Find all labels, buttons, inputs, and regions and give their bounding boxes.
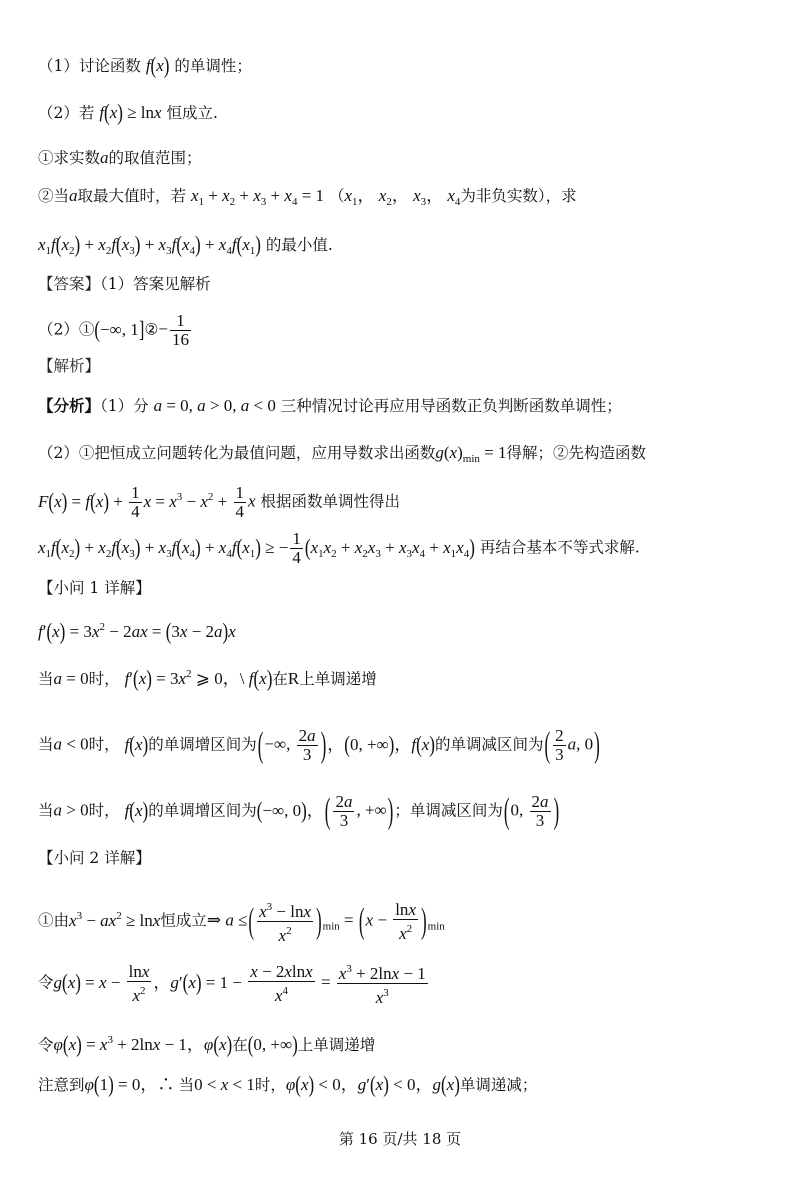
- part2-line-note: 注意到φ(1) = 0，∴ 当0 < x < 1时，φ(x) < 0，g′(x) < 0，g(x)单调递减；: [38, 1071, 538, 1098]
- part2-line-g: 令g(x) = x − $\frac{\ln x}{x^2}$ ，g′(x) = 1 − $\frac{x - 2xlnx}{x^4}$ = $\frac{x^3 + 2\ln x - 1}{x^3}$: [38, 961, 426, 1007]
- page-footer: 第 16 页/共 18 页: [338, 1130, 462, 1148]
- case-a-zero: 当a = 0时， $f'(x) = 3x^2$ ⩾ 0，\ f(x)在R上单调递增: [38, 665, 377, 692]
- analysis-line-1: 【分析】（1）分 a = 0, a > 0, a < 0 三种情况讨论再应用导函数正负判断函数单调性；: [38, 396, 622, 415]
- part2-line-1: ①由$x^3 - ax^2 \ge \ln x$恒成立⇒ a ≤( $\frac{x^3 - \ln x}{x^2}$ )$_{min} = (x$ − $\frac{\ln x}{x^2}$ )$_{min}$: [38, 899, 445, 945]
- part2-line-phi: 令$\varphi(x) = x^3 + 2\ln x - 1$，φ(x)在(0, +∞)上单调递增: [38, 1031, 376, 1058]
- analysis-line-3: F(x) = f(x) + $\frac{1}{4}$ $x = x^3 - x^2$ + $\frac{1}{4}$ x 根据函数单调性得出: [38, 483, 401, 521]
- math-fx: f(x): [145, 52, 170, 79]
- subquestion-2-line2: $x_1f(x_2) + x_2f(x_3) + x_3f(x_4) + x_4f(x_1)$ 的最小值.: [38, 231, 333, 258]
- math-fx-ge-lnx: f(x) ≥ lnx: [99, 99, 162, 126]
- answer-line-1: 【答案】（1）答案见解析: [38, 275, 211, 293]
- math-frac-1-16: $\frac{1}{16}$: [171, 311, 189, 349]
- case-a-positive: 当a > 0时， f(x)的单调增区间为(−∞, 0)，( $\frac{2a}{3}$ , +∞)；单调减区间为(0, $\frac{2a}{3}$ ): [38, 790, 560, 831]
- jiexi-label: 【解析】: [38, 357, 101, 375]
- analysis-line-4: $x_1f(x_2) + x_2f(x_3) + x_3f(x_4) + x_4f(x_1)$ ≥ − $\frac{1}{4}$ $(x_1x_2 + x_2x_3 + x_3x_4 + x_1x_4)$ 再结合基本不等式求解.: [38, 529, 640, 567]
- analysis-line-2: （2）①把恒成立问题转化为最值问题，应用导数求出函数$g(x)_{min} = 1$得解；②先构造函数: [38, 443, 646, 465]
- subquestion-2-line1: ②当a取最大值时，若 $x_1 + x_2 + x_3 + x_4 = 1$ （$x_1$， $x_2$， $x_3$， $x_4$为非负实数），求: [38, 186, 577, 208]
- case-a-negative: 当a < 0时， f(x)的单调增区间为(−∞, $\frac{2a}{3}$ )，(0, +∞)，f(x)的单调减区间为( $\frac{2}{3}$ a, 0): [38, 724, 600, 765]
- section-heading-2: 【小问 2 详解】: [38, 849, 151, 867]
- subquestion-1: ①求实数a的取值范围；: [38, 148, 202, 167]
- math-interval: (−∞, 1]: [94, 316, 145, 342]
- question-part-2: （2）若 f(x) ≥ lnx 恒成立.: [38, 99, 218, 126]
- question-part-1: （1）讨论函数 f(x) 的单调性；: [38, 52, 252, 79]
- derivative-line: $f'(x) = 3x^2 - 2ax = (3x - 2a)x$: [38, 618, 236, 645]
- math-Fx: F(x) = f(x) +: [38, 488, 128, 514]
- math-expression: $x_1f(x_2) + x_2f(x_3) + x_3f(x_4) + x_4f(x_1)$: [38, 231, 261, 258]
- math-sum-x: $x_1 + x_2 + x_3 + x_4 = 1$: [190, 186, 325, 208]
- section-heading-1: 【小问 1 详解】: [38, 579, 151, 597]
- answer-line-2: （2）①(−∞, 1]②− $\frac{1}{16}$: [38, 311, 189, 349]
